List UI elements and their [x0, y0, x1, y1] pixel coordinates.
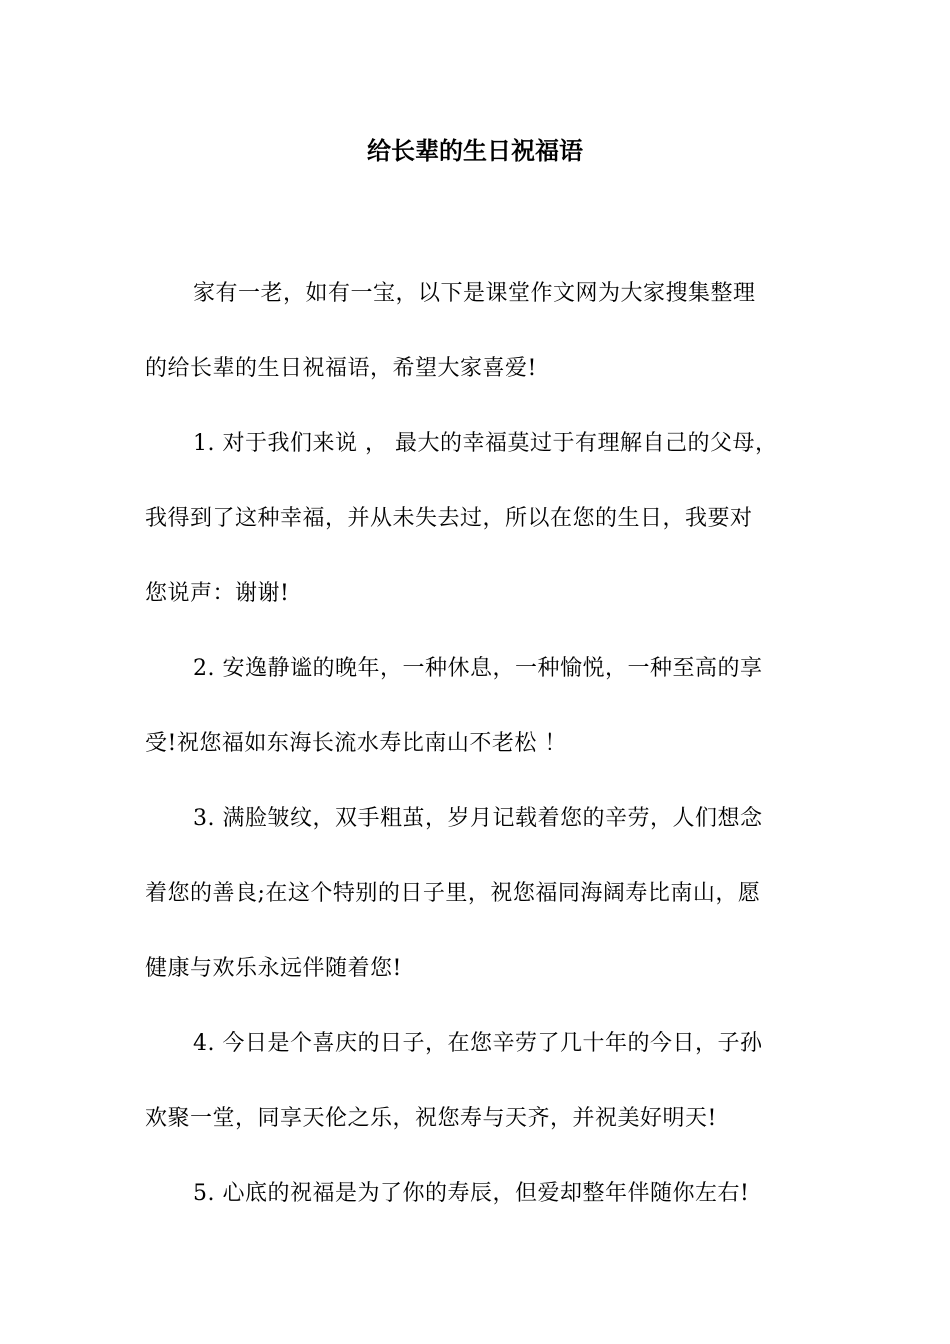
intro-paragraph	[145, 256, 807, 406]
intro-line-2: 的给长辈的生日祝福语，希望大家喜爱!	[145, 356, 537, 381]
document-body	[145, 256, 807, 1231]
item-paragraph-3	[145, 781, 807, 1006]
item-paragraph-5	[145, 1156, 807, 1231]
item-paragraph-4	[145, 1006, 807, 1156]
item-3-line-3: 健康与欢乐永远伴随着您!	[145, 956, 402, 981]
intro-line-1: 家有一老，如有一宝，以下是课堂作文网为大家搜集整理	[193, 281, 756, 306]
item-paragraph-2	[145, 631, 807, 781]
item-3-line-2: 着您的善良;在这个特别的日子里，祝您福同海阔寿比南山，愿	[145, 881, 761, 906]
item-paragraph-1	[145, 406, 807, 631]
item-2-line-2: 受!祝您福如东海长流水寿比南山不老松 ！	[145, 731, 567, 756]
item-1-line-1: 1. 对于我们来说 ， 最大的幸福莫过于有理解自己的父母，	[193, 431, 778, 456]
item-3-line-1: 3. 满脸皱纹，双手粗茧，岁月记载着您的辛劳，人们想念	[193, 806, 763, 831]
item-1-line-3: 您说声：谢谢!	[145, 581, 290, 606]
item-4-line-1: 4. 今日是个喜庆的日子，在您辛劳了几十年的今日，子孙	[193, 1031, 763, 1056]
document-title: 给长辈的生日祝福语	[367, 137, 583, 165]
item-2-line-1: 2. 安逸静谧的晚年，一种休息，一种愉悦，一种至高的享	[193, 656, 763, 681]
item-4-line-2: 欢聚一堂，同享天伦之乐，祝您寿与天齐，并祝美好明天!	[145, 1106, 717, 1131]
item-5-line-1: 5. 心底的祝福是为了你的寿辰，但爱却整年伴随你左右!	[193, 1181, 750, 1206]
item-1-line-2: 我得到了这种幸福，并从未失去过，所以在您的生日，我要对	[145, 506, 753, 531]
